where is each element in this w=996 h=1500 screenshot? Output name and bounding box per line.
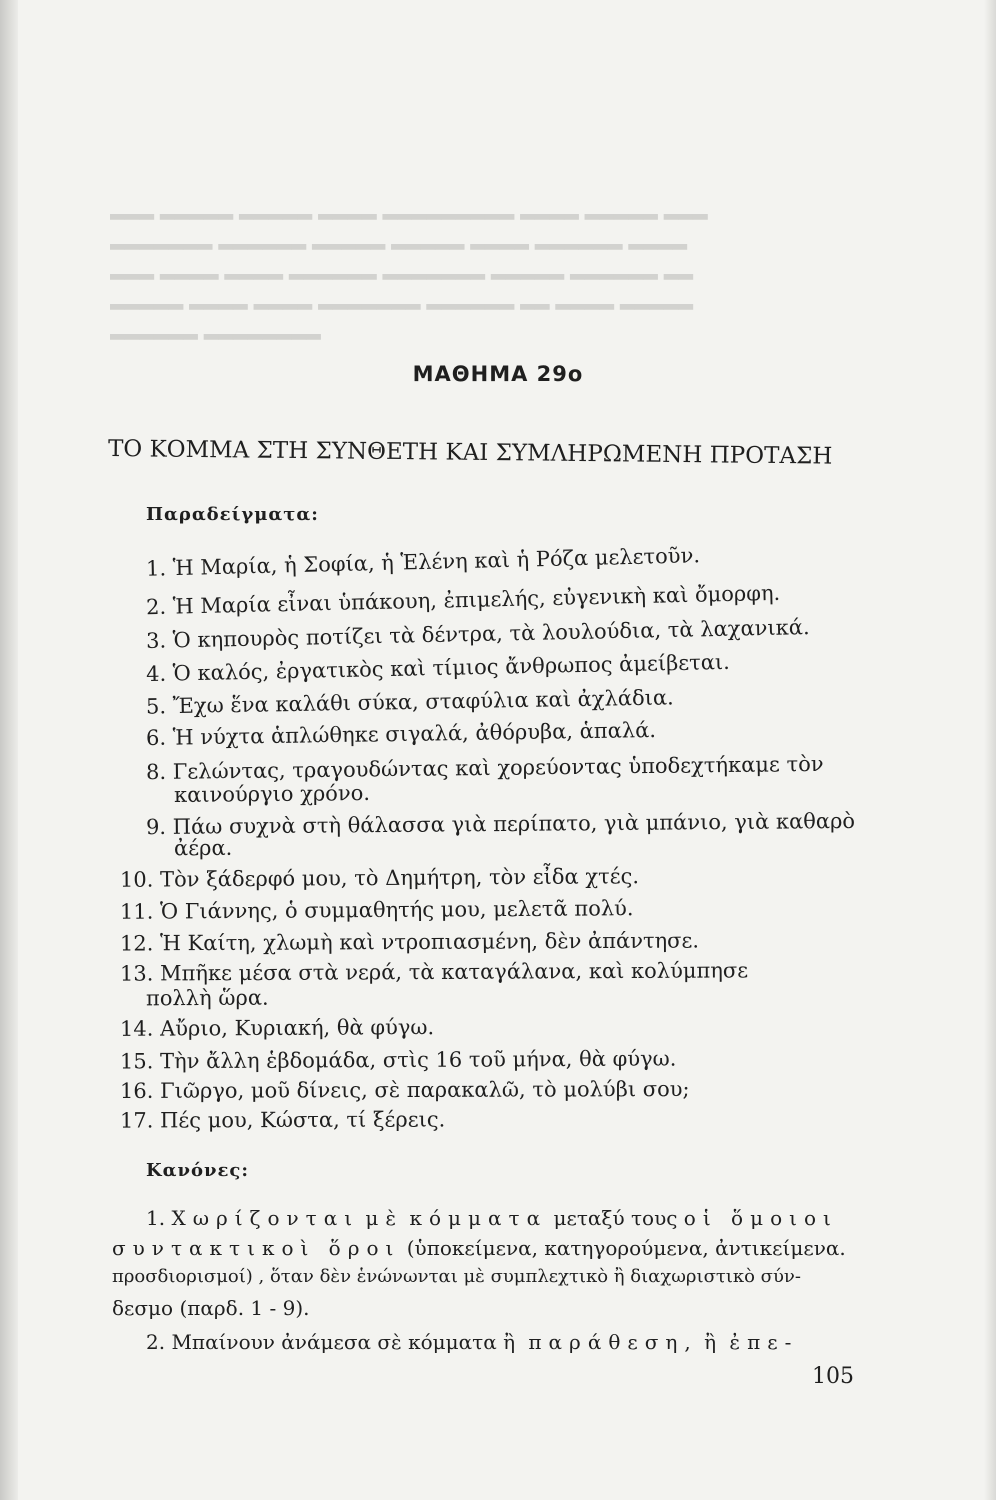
example-line: 14. Αὔριο, Κυριακή, θὰ φύγω. [119,1015,435,1041]
rule-text-spaced: οἱ ὅμοιοι [683,1206,838,1230]
rule-text-spaced: παράθεση, [528,1330,698,1354]
example-line: ἀέρα. [173,835,233,861]
rule-1-line-2 [112,1236,846,1260]
example-line: 16. Γιῶργο, μοῦ δίνεις, σὲ παρακαλῶ, τὸ μολύβι σου; [119,1077,690,1103]
rule-number: 2. [146,1330,166,1354]
rule-text: (ὑποκείμενα, κατηγορούμενα, ἀντικείμενα. [406,1236,846,1260]
example-line: 4. Ὁ καλός, ἐργατικὸς καὶ τίμιος ἄνθρωπος ἀμείβεται. [145,649,731,687]
example-line: 15. Τὴν ἄλλη ἑβδομάδα, στὶς 16 τοῦ μήνα, θὰ φύγω. [119,1046,677,1074]
rule-text-spaced: κόμματα [409,1206,548,1230]
rule-text: Μπαίνουν ἀνάμεσα σὲ κόμματα [171,1330,497,1354]
lesson-number: ΜΑΘΗΜΑ 29ο [412,362,584,386]
example-line: 13. Μπῆκε μέσα στὰ νερά, τὰ καταγάλανα, καὶ κολύμπησε [119,958,749,986]
rule-number: 1. [146,1206,166,1230]
rule-text-spaced: συντακτικοὶ ὅροι [112,1236,401,1260]
book-spine-shadow [0,0,18,1500]
example-line: καινούργιο χρόνο. [173,780,371,808]
example-line: 10. Τὸν ξάδερφό μου, τὸ Δημήτρη, τὸν εἶδα χτές. [119,864,640,892]
example-line: 2. Ἡ Μαρία εἶναι ὑπάκουη, ἐπιμελής, εὐγενικὴ καὶ ὄμορφη. [145,580,781,620]
examples-label: Παραδείγματα: [146,504,319,525]
rule-text: μεταξύ τους [553,1206,678,1230]
example-line: 17. Πές μου, Κώστα, τί ξέρεις. [119,1107,446,1133]
rule-text-spaced: Χωρίζονται [171,1206,360,1230]
page-number: 105 [812,1364,854,1389]
rule-1-line-4: δεσμο (παρδ. 1 - 9). [112,1296,310,1320]
page-edge-shadow [984,0,996,1500]
page-title: ΤΟ ΚΟΜΜΑ ΣΤΗ ΣΥΝΘΕΤΗ ΚΑΙ ΣΥΜΛΗΡΩΜΕΝΗ ΠΡΟΤΑΣΗ [107,436,833,470]
example-line: 12. Ἡ Καίτη, χλωμὴ καὶ ντροπιασμένη, δὲν ἀπάντησε. [119,928,700,956]
rule-text-spaced: ἢ [704,1330,724,1354]
example-line: πολλὴ ὥρα. [145,985,269,1011]
example-line: 9. Πάω συχνὰ στὴ θάλασσα γιὰ περίπατο, γιὰ μπάνιο, γιὰ καθαρὸ [145,808,856,840]
example-line: 3. Ὁ κηπουρὸς ποτίζει τὰ δέντρα, τὰ λουλούδια, τὰ λαχανικά. [145,615,810,653]
rules-label: Κανόνες: [146,1160,250,1181]
rule-1-line-3: προσδιορισμοί) , ὅταν δὲν ἑνώνωνται μὲ συμπλεχτικὸ ἢ διαχωριστικὸ σύν- [112,1266,801,1287]
rule-2-line-1 [146,1330,798,1354]
rule-1-line-1 [146,1206,838,1230]
example-line: 1. Ἡ Μαρία, ἡ Σοφία, ἡ Ἑλένη καὶ ἡ Ρόζα μελετοῦν. [145,543,701,581]
example-line: 11. Ὁ Γιάννης, ὁ συμμαθητής μου, μελετᾶ πολύ. [119,896,634,924]
example-line: 6. Ἡ νύχτα ἁπλώθηκε σιγαλά, ἀθόρυβα, ἁπαλά. [145,717,657,751]
rule-text-spaced: ἢ [503,1330,523,1354]
rule-text-spaced: μὲ [365,1206,404,1230]
rule-text-spaced: ἐπε- [729,1330,799,1354]
example-line: 8. Γελώντας, τραγουδώντας καὶ χορεύοντας ὑποδεχτήκαμε τὸν [145,751,824,785]
example-line: 5. Ἔχω ἕνα καλάθι σύκα, σταφύλια καὶ ἀχλάδια. [145,685,674,719]
